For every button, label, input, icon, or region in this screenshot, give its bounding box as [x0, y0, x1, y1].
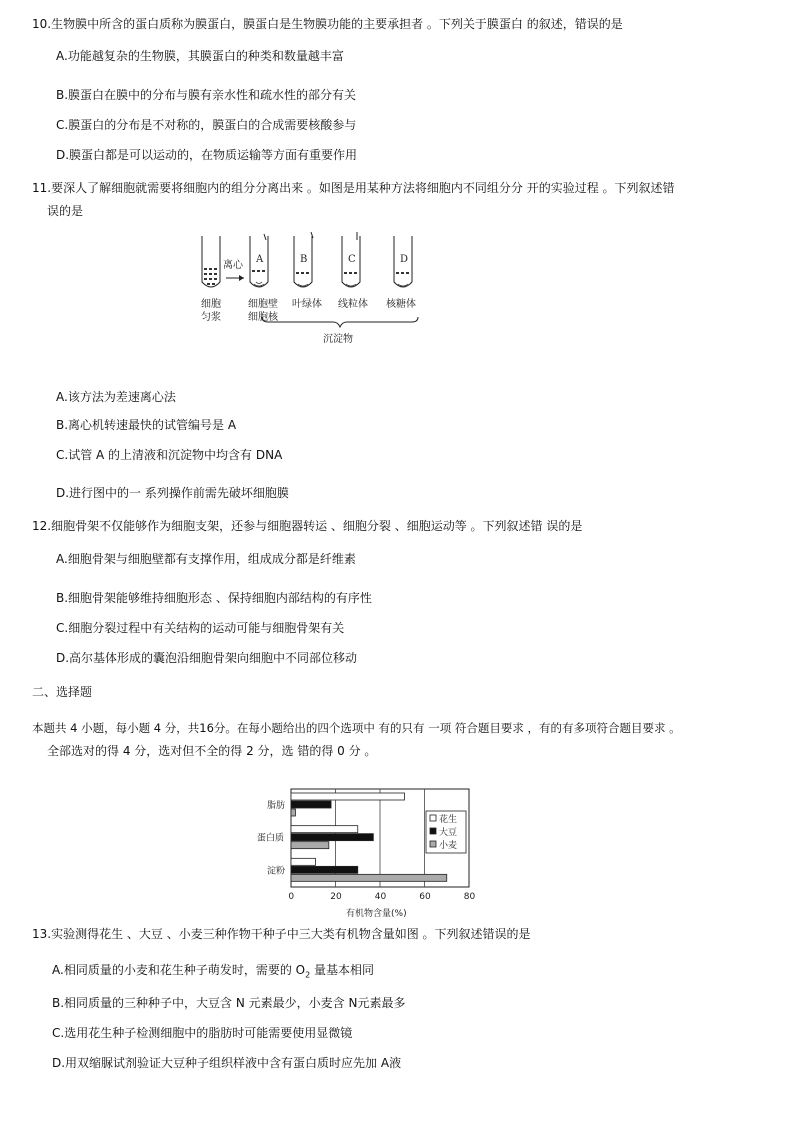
x-axis-label: 有机物含量(%)	[346, 909, 407, 919]
tube-label-d: D	[400, 254, 409, 265]
legend-label-peanut: 花生	[439, 815, 458, 825]
homogenate-label-1: 细胞	[201, 299, 221, 310]
q11-option-d: D.进行图中的一 系列操作前需先破坏细胞膜	[56, 486, 289, 500]
bar	[291, 858, 315, 865]
q11-stem-line2: 误的是	[47, 204, 84, 218]
category-label: 淀粉	[267, 866, 286, 877]
x-tick-label: 20	[330, 892, 342, 902]
x-tick-label: 0	[288, 892, 295, 902]
o2-symbol: O	[295, 963, 306, 977]
q12-option-c: C.细胞分裂过程中有关结构的运动可能与细胞骨架有关	[56, 621, 345, 635]
section-title: 二、选择题	[32, 685, 93, 699]
o2-subscript: 2	[305, 970, 311, 980]
legend-swatch-wheat	[430, 841, 436, 847]
q13-option-a-o2	[295, 963, 311, 980]
bar	[291, 793, 404, 800]
chart-legend	[426, 811, 466, 853]
q13-option-a	[52, 962, 374, 983]
legend-label-soybean: 大豆	[439, 828, 458, 838]
bar	[291, 834, 373, 841]
q12-option-d: D.高尔基体形成的囊泡沿细胞骨架向细胞中不同部位移动	[56, 651, 358, 665]
section-instructions-line1: 本题共 4 小题，每小题 4 分，共16分。在每小题给出的四个选项中 有的只有 一项 符合题目要求 ，有的有多项符合题目要求 。	[32, 721, 681, 735]
sediment-label-d: 核糖体	[386, 299, 416, 310]
q13-option-b: B.相同质量的三种种子中，大豆含 N 元素最少，小麦含 N元素最多	[52, 996, 406, 1010]
q12-stem: 12.细胞骨架不仅能够作为细胞支架，还参与细胞器转运 、细胞分裂 、细胞运动等 。下列叙述错 误的是	[32, 519, 583, 533]
q10-stem: 10.生物膜中所含的蛋白质称为膜蛋白，膜蛋白是生物膜功能的主要承担者 。下列关于膜蛋白 的叙述，错误的是	[32, 17, 623, 31]
sediment-label-a: 细胞壁	[248, 299, 278, 310]
sediment-label-c: 线粒体	[338, 299, 368, 310]
bar	[291, 866, 358, 873]
q13-option-c: C.选用花生种子检测细胞中的脂肪时可能需要使用显微镜	[52, 1026, 353, 1040]
x-tick-label: 60	[419, 892, 431, 902]
organic-content-chart	[248, 786, 480, 920]
legend-label-wheat: 小麦	[439, 841, 458, 851]
q13-stem: 13.实验测得花生 、大豆 、小麦三种作物干种子中三大类有机物含量如图 。下列叙述错误的是	[32, 927, 531, 941]
q10-option-d: D.膜蛋白都是可以运动的，在物质运输等方面有重要作用	[56, 148, 358, 162]
legend-swatch-soybean	[430, 828, 436, 834]
q11-stem-line1: 11.要深人了解细胞就需要将细胞内的组分分离出来 。如图是用某种方法将细胞内不同组分分 开的实验过程 。下列叙述错	[32, 181, 675, 195]
bar	[291, 826, 358, 833]
category-label: 脂肪	[267, 801, 286, 811]
q10-option-c: C.膜蛋白的分布是不对称的，膜蛋白的合成需要核酸参与	[56, 118, 357, 132]
x-tick-label: 80	[463, 892, 476, 902]
brace-label: 沉淀物	[323, 334, 353, 345]
sediment-label-a2: 细胞核	[248, 312, 278, 323]
sediment-brace	[262, 317, 418, 327]
centrifuge-figure	[190, 232, 430, 350]
q10-option-a: A.功能越复杂的生物膜，其膜蛋白的种类和数量越丰富	[56, 49, 344, 63]
tube-label-c: C	[348, 254, 356, 265]
bar	[291, 874, 447, 881]
q10-option-b: B.膜蛋白在膜中的分布与膜有亲水性和疏水性的部分有关	[56, 88, 357, 102]
spin-label: 离心	[223, 260, 243, 271]
section-instructions-line2: 全部选对的得 4 分，选对但不全的得 2 分，选 错的得 0 分 。	[47, 744, 377, 758]
q11-option-b: B.离心机转速最快的试管编号是 A	[56, 418, 237, 432]
q12-option-a: A.细胞骨架与细胞壁都有支撑作用，组成成分都是纤维素	[56, 552, 356, 566]
tube-label-a: A	[256, 254, 264, 265]
q11-option-c: C.试管 A 的上清液和沉淀物中均含有 DNA	[56, 448, 283, 462]
q13-option-d: D.用双缩脲试剂验证大豆种子组织样液中含有蛋白质时应先加 A液	[52, 1056, 402, 1070]
legend-swatch-peanut	[430, 815, 436, 821]
bar	[291, 801, 331, 808]
x-tick-label: 40	[374, 892, 387, 902]
q13-option-a-post: 量基本相同	[314, 963, 375, 977]
q11-option-a: A.该方法为差速离心法	[56, 390, 176, 404]
tube-label-b: B	[300, 254, 308, 265]
q12-option-b: B.细胞骨架能够维持细胞形态 、保持细胞内部结构的有序性	[56, 591, 372, 605]
sediment-label-b: 叶绿体	[292, 299, 322, 310]
q13-option-a-pre: A.相同质量的小麦和花生种子萌发时，需要的	[52, 963, 292, 977]
homogenate-label-2: 匀浆	[201, 312, 221, 323]
bar	[291, 809, 295, 816]
category-label: 蛋白质	[257, 833, 285, 844]
bar	[291, 842, 329, 849]
